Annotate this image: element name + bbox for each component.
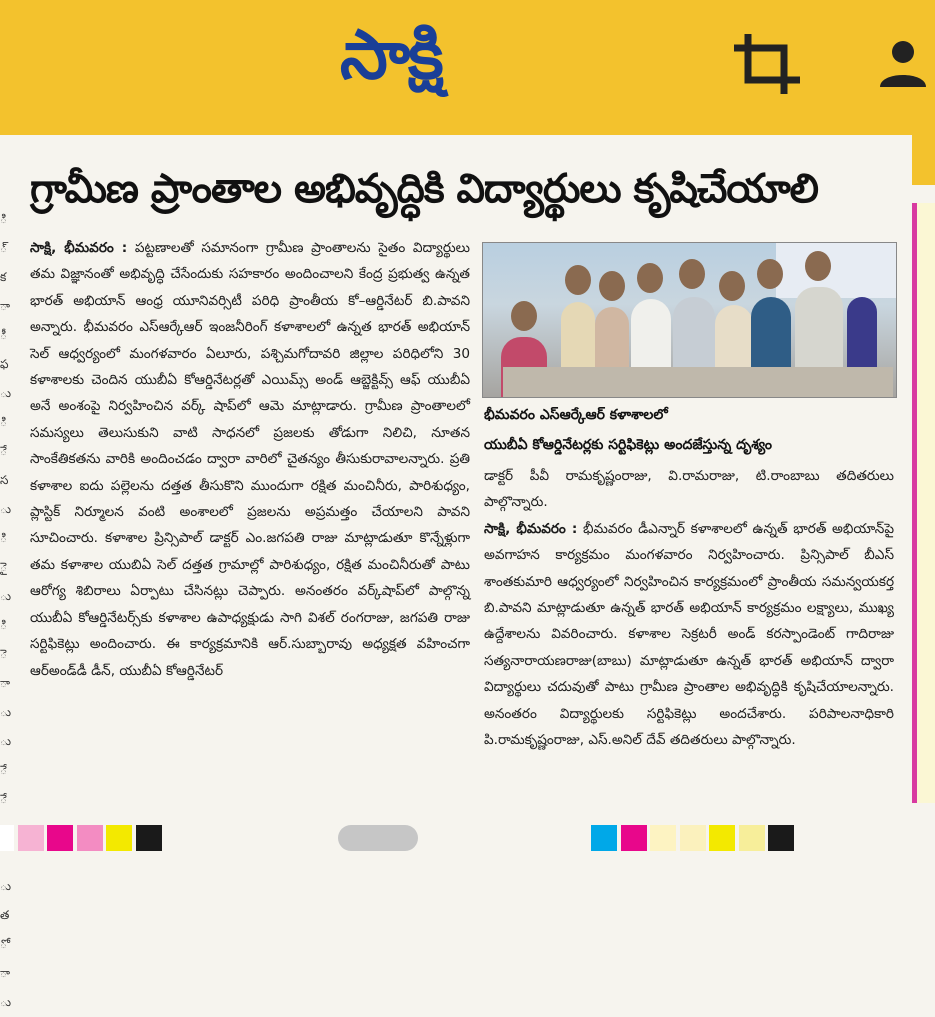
color-swatch <box>77 825 103 851</box>
edge-char: ి <box>0 531 7 545</box>
color-swatch <box>0 825 14 851</box>
photo-person-head <box>511 301 537 331</box>
photo-person-head <box>599 271 625 301</box>
photo-table <box>503 367 893 397</box>
next-page-tab[interactable] <box>912 135 935 185</box>
article-column-2 <box>484 463 894 753</box>
adjacent-page-edge <box>917 203 935 803</box>
edge-char: ా <box>0 676 11 690</box>
photo-caption-line: యుబీఏ కోఆర్డినేటర్లకు సర్టిఫికెట్లు అందజేస్తున్న దృశ్యం <box>484 437 772 453</box>
edge-char: ై <box>0 560 7 574</box>
photo-person-head <box>565 265 591 295</box>
dateline: సాక్షి, భీమవరం : <box>484 520 578 537</box>
edge-char: ి <box>0 415 7 429</box>
color-swatch <box>621 825 647 851</box>
color-swatch <box>768 825 794 851</box>
sakshi-logo: సాక్షి <box>340 16 442 95</box>
article-column-1 <box>30 235 470 684</box>
edge-char: ఫ <box>0 357 9 371</box>
article-headline: గ్రామీణ ప్రాంతాల అభివృద్ధికి విద్యార్థులు కృషిచేయాలి <box>30 166 818 212</box>
color-registration-strip <box>0 815 935 871</box>
person-icon[interactable] <box>872 35 934 95</box>
edge-char: ు <box>0 386 12 400</box>
adjacent-column-edge <box>0 205 12 1009</box>
edge-char: ు <box>0 995 12 1009</box>
drag-handle[interactable] <box>338 825 418 851</box>
edge-char: త <box>0 908 10 922</box>
article-photo <box>482 242 897 398</box>
article-continuation: డాక్టర్ పీవీ రామకృష్ణంరాజు, వి.రామరాజు, టి.రాంబాబు తదితరులు పాల్గొన్నారు. <box>484 468 894 511</box>
photo-person-head <box>719 271 745 301</box>
article-paragraph: భీమవరం డీఎన్నార్ కళాశాలలో ఉన్నత్ భారత్ అభియాన్‌పై అవగాహన కార్యక్రమం మంగళవారం నిర్వహించారు. ప్రిన్సిపాల్ బీఎస్ శాంతకుమారి ఆధ్వర్యంలో నిర్వహించిన కార్యక్రమంలో ప్రాంతీయ సమన్వయకర్త బి.పావని మాట్లాడుతూ ఉన్నత్ భారత్ అభియాన్ కార్యక్రమం లక్ష్యాలు, ముఖ్య ఉద్దేశాలను వివరించారు. కళాశాల సెక్రటరీ అండ్ కరస్పాండెంట్ గాదిరాజు సత్యనారాయణరాజు(బాబు) మాట్లాడుతూ ఉన్నత్ భారత్ అభియాన్ ద్వారా విద్యార్థులు చదువుతో పాటు గ్రామీణ ప్రాంతాల అభివృద్ధికి కృషిచేయాలన్నారు. అనంతరం విద్యార్థులకు సర్టిఫికెట్లు అందచేశారు. పరిపాలనాధికారి పి.రామకృష్ణంరాజు, ఎస్.అనిల్ దేవ్ తదితరులు పాల్గొన్నారు. <box>484 520 894 749</box>
color-swatch <box>106 825 132 851</box>
photo-caption-line: భీమవరం ఎస్ఆర్కేఆర్ కళాశాలలో <box>484 407 668 423</box>
newspaper-page <box>0 135 935 1009</box>
edge-char: ి <box>0 618 7 632</box>
color-swatch <box>650 825 676 851</box>
color-swatch <box>739 825 765 851</box>
color-swatch <box>47 825 73 851</box>
edge-char: ్ <box>0 241 7 255</box>
color-swatch <box>680 825 706 851</box>
article-paragraph: పట్టణాలతో సమానంగా గ్రామీణ ప్రాంతాలను సైతం విద్యార్థులు తమ విజ్ఞానంతో అభివృద్ధి చేసేందుకు సహకారం అందించాలని కేంద్ర ప్రభుత్వ ఉన్నత భారత్ అభియాన్ ఆంధ్ర యూనివర్సిటీ పరిధి ప్రాంతీయ కో–ఆర్డినేటర్ బి.పావని అన్నారు. భీమవరం ఎస్ఆర్కేఆర్ ఇంజనీరింగ్ కళాశాలలో ఉన్నత భారత్ అభియాన్ సెల్ ఆధ్వర్యంలో మంగళవారం ఏలూరు, పశ్చిమగోదావరి జిల్లాల పరిధిలోని 30 కళాశాలకు చెందిన యుబీఏ కోఆర్డినేటర్లతో ఎయిమ్స్ అండ్ ఆబ్జెక్టివ్స్ ఆఫ్ యుబీఏ అనే అంశంపై నిర్వహించిన వర్క్ షాప్‌లో ఆమె మాట్లాడారు. గ్రామీణ ప్రాంతాలలో సమస్యలు తెలుసుకుని వాటి సాధనలో ప్రజలకు తోడుగా నిలిచి, నూతన సాంకేతికతను వారికి అందించడం ద్వారా వారిలో చైతన్యం తీసుకురావాలన్నారు. ప్రతి కళాశాల ఐదు పల్లెలను దత్తత తీసుకొని ముందుగా రక్షిత మంచినీరు, పారిశుధ్యం, ప్లాస్టిక్ నిర్మూలన వంటి అంశాలలో ప్రజలను అప్రమత్తం చేయాలని పావని సూచించారు. కళాశాల ప్రిన్సిపాల్ డాక్టర్ ఎం.జగపతి రాజు మాట్లాడుతూ కొన్నేళ్లుగా తమ కళాశాల యుబిఏ సెల్ దత్తత గ్రామాల్లో పారిశుధ్యం, రక్షిత మంచినీరుతో పాటు ఆరోగ్య శిబిరాలు ఏర్పాటు చేసినట్లు చెప్పారు. అనంతరం వర్క్‌షాప్‌లో పాల్గొన్న యుబీఏ కోఆర్డినేటర్స్‌కు కళాశాల ఉపాధ్యక్షుడు సాగి విశల్ రంగరాజు, జగపతి రాజు సర్టిఫికెట్లు అందించారు. ఈ కార్యక్రమానికి ఆర్.సుబ్బారావు అధ్యక్షత వహించగా ఆర్అండ్‌డీ డీన్, యుబీఏ కోఆర్డినేటర్ <box>30 240 471 679</box>
edge-char: ు <box>0 705 12 719</box>
edge-char: ా <box>0 299 11 313</box>
edge-char: ీ <box>0 328 7 342</box>
edge-char: ె <box>0 647 7 661</box>
photo-person-head <box>679 259 705 289</box>
color-swatch <box>18 825 44 851</box>
edge-char: ు <box>0 879 12 893</box>
photo-person-head <box>757 259 783 289</box>
edge-char: ే <box>0 792 7 806</box>
edge-char: ా <box>0 966 11 980</box>
edge-char: స <box>0 473 9 487</box>
edge-char: ు <box>0 734 12 748</box>
edge-char: ో <box>0 937 7 951</box>
event-banner <box>776 243 896 298</box>
edge-char: ు <box>0 502 12 516</box>
edge-char: క <box>0 270 7 284</box>
dateline: సాక్షి, భీమవరం : <box>30 240 128 256</box>
edge-char: ే <box>0 763 7 777</box>
color-swatch <box>136 825 162 851</box>
top-toolbar <box>0 0 935 135</box>
edge-char: ు <box>0 589 12 603</box>
photo-person-head <box>805 251 831 281</box>
photo-person-head <box>637 263 663 293</box>
photo-caption <box>484 400 904 460</box>
color-swatch <box>709 825 735 851</box>
crop-icon[interactable] <box>728 28 808 98</box>
edge-char: ి <box>0 212 7 226</box>
edge-char: ే <box>0 444 7 458</box>
color-swatch <box>591 825 617 851</box>
